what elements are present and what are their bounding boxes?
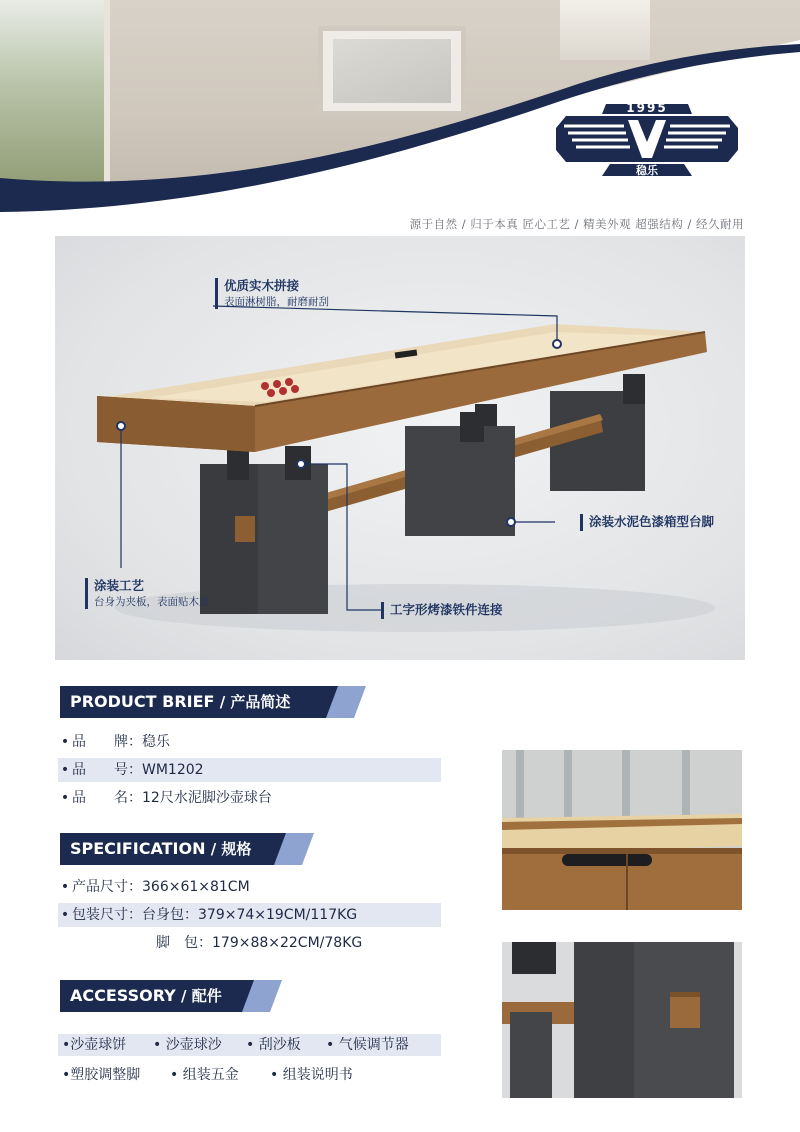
- section-stripe: [242, 980, 282, 1012]
- svg-text:稳乐: 稳乐: [636, 164, 658, 177]
- section-title-product-brief: [60, 686, 338, 718]
- callout-wood-sub: 表面淋树脂，耐磨耐刮: [224, 295, 329, 308]
- accessory-item: • 组装说明书: [270, 1067, 353, 1083]
- name-value: 12尺水泥脚沙壶球台: [142, 790, 272, 806]
- accessory-item: • 气候调节器: [326, 1037, 409, 1053]
- brief-row-name: • 品 名：12尺水泥脚沙壶球台: [60, 790, 272, 806]
- cement-leg-illustration: [502, 942, 742, 1098]
- package-legs-value: 脚 包：179×88×22CM/78KG: [156, 935, 363, 951]
- accessory-item: • 组装五金: [170, 1067, 239, 1083]
- package-top-value: 台身包：379×74×19CM/117KG: [142, 907, 358, 923]
- section-stripe: [326, 686, 366, 718]
- callout-leg: [580, 514, 714, 531]
- detail-photo-leg: [502, 942, 742, 1098]
- rail-handle-illustration: [502, 750, 742, 910]
- accessory-item: • 沙壶球沙: [153, 1037, 222, 1053]
- model-value: WM1202: [142, 762, 204, 778]
- accessory-title-en: ACCESSORY: [70, 986, 176, 1005]
- specification-title-en: SPECIFICATION: [70, 839, 206, 858]
- callout-iron-title: 工字形烤漆铁件连接: [390, 602, 503, 617]
- callout-paint-title: 涂装工艺: [94, 578, 145, 593]
- callout-leg-title: 涂装水泥色漆箱型台脚: [589, 514, 715, 529]
- callout-wood: [215, 278, 329, 309]
- accessory-item: •塑胶调整脚: [62, 1067, 141, 1083]
- accessory-item: • 刮沙板: [246, 1037, 301, 1053]
- brand-value: 稳乐: [142, 734, 170, 750]
- product-size-value: 366×61×81CM: [142, 879, 250, 895]
- brand-logo: [552, 98, 742, 180]
- specification-title-cn: / 规格: [205, 840, 252, 858]
- brand-tagline: 源于自然 / 归于本真 匠心工艺 / 精美外观 超强结构 / 经久耐用: [409, 217, 744, 231]
- detail-photo-rail: [502, 750, 742, 910]
- section-stripe: [274, 833, 314, 865]
- product-brief-title-en: PRODUCT BRIEF: [70, 692, 215, 711]
- brief-row-brand: • 品 牌：稳乐: [60, 734, 170, 750]
- spec-row-package-legs: [58, 931, 441, 955]
- accessory-title-cn: / 配件: [175, 987, 222, 1005]
- brief-row-model: • 品 号：WM1202: [58, 758, 441, 782]
- section-title-accessory: [60, 980, 254, 1012]
- spec-row-package: • 包装尺寸：台身包：379×74×19CM/117KG: [58, 903, 441, 927]
- product-photo-panel: [55, 236, 745, 660]
- svg-text:1995: 1995: [626, 101, 668, 115]
- callout-wood-title: 优质实木拼接: [224, 278, 300, 293]
- product-brief-title-cn: / 产品简述: [214, 693, 291, 711]
- callout-paint: [85, 578, 210, 609]
- section-title-specification: [60, 833, 286, 865]
- accessory-item: •沙壶球饼: [62, 1037, 127, 1053]
- spec-row-size: • 产品尺寸：366×61×81CM: [60, 879, 250, 895]
- callout-iron: [381, 602, 503, 619]
- callout-paint-sub: 台身为夹板，表面贴木皮: [94, 595, 210, 608]
